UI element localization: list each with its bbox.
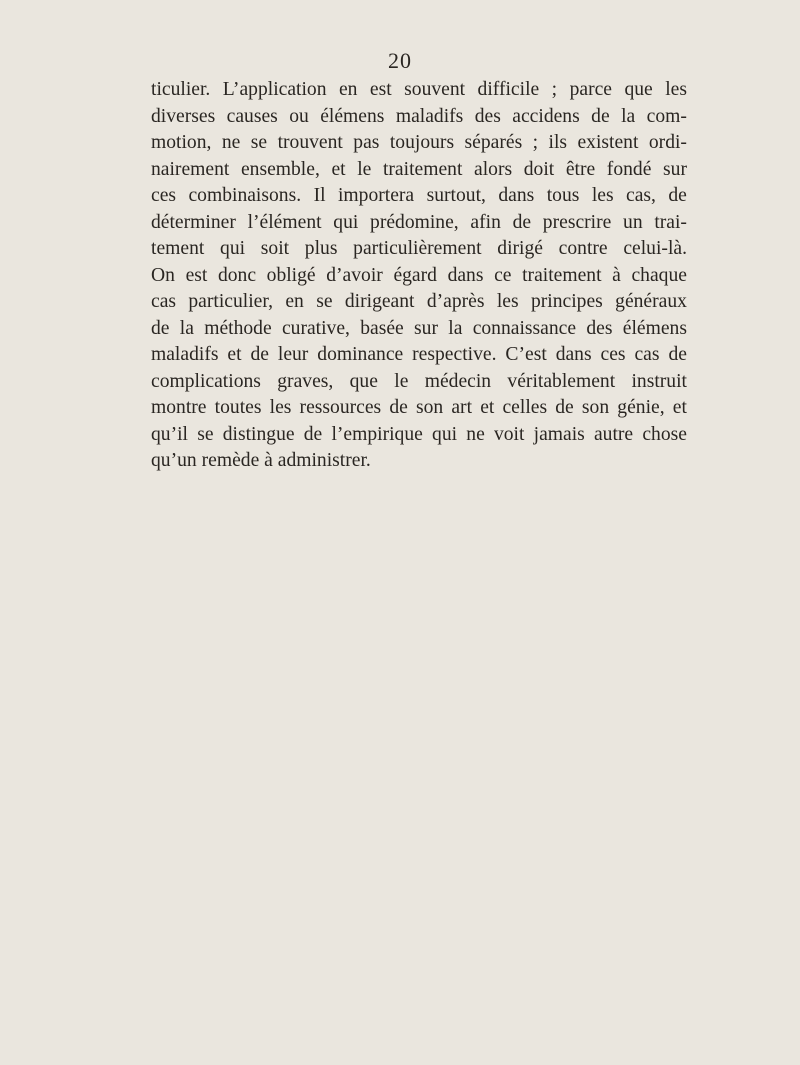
text-line: tement qui soit plus particulièrement dirigé contre celui-là. bbox=[151, 238, 687, 259]
text-line: diverses causes ou élémens maladifs des accidens de la com- bbox=[151, 105, 687, 127]
text-line: maladifs et de leur dominance respective. C’est dans ces cas de bbox=[151, 344, 687, 365]
text-line: déterminer l’élément qui prédomine, afin de prescrire un trai- bbox=[151, 211, 687, 233]
text-line: nairement ensemble, et le traitement alors doit être fondé sur bbox=[151, 158, 687, 180]
text-line: cas particulier, en se dirigeant d’après les principes généraux bbox=[151, 291, 687, 312]
text-line-last: qu’un remède à administrer. bbox=[151, 450, 371, 471]
text-line: ces combinaisons. Il importera surtout, dans tous les cas, de bbox=[151, 185, 687, 206]
text-line: qu’il se distingue de l’empirique qui ne voit jamais autre chose bbox=[151, 423, 687, 445]
text-line: complications graves, que le médecin véritablement instruit bbox=[151, 370, 687, 392]
text-line: de la méthode curative, basée sur la connaissance des élémens bbox=[151, 317, 687, 339]
text-line: motion, ne se trouvent pas toujours séparés ; ils existent ordi- bbox=[151, 132, 687, 153]
body-paragraph bbox=[151, 77, 687, 475]
text-line: On est donc obligé d’avoir égard dans ce traitement à chaque bbox=[151, 264, 687, 286]
text-line: ticulier. L’application en est souvent difficile ; parce que les bbox=[151, 79, 687, 100]
page-number: 20 bbox=[388, 48, 412, 73]
text-line: montre toutes les ressources de son art et celles de son génie, et bbox=[151, 397, 687, 418]
